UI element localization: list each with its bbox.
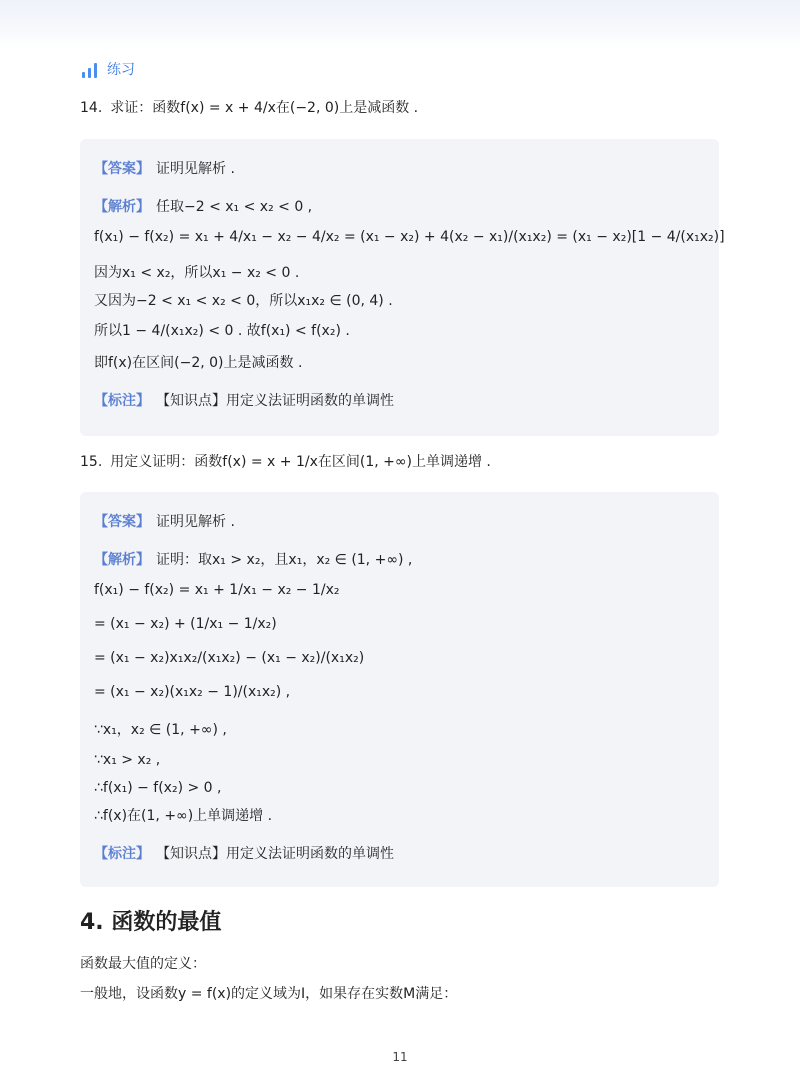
solution-box-15 — [80, 492, 719, 887]
analysis-tag: 【解析】 — [94, 552, 150, 568]
analysis-line: f(x₁) − f(x₂) = x₁ + 1/x₁ − x₂ − 1/x₂ — [94, 582, 340, 598]
analysis-line: 又因为−2 < x₁ < x₂ < 0，所以x₁x₂ ∈ (0, 4) . — [94, 293, 393, 309]
question-text: 求证：函数f(x) = x + 4/x在(−2, 0)上是减函数 . — [110, 100, 419, 116]
analysis-tag: 【解析】 — [94, 199, 150, 215]
analysis-line: ∴f(x₁) − f(x₂) > 0 , — [94, 780, 222, 796]
paragraph: 函数最大值的定义： — [80, 956, 206, 972]
analysis-line: f(x₁) − f(x₂) = x₁ + 4/x₁ − x₂ − 4/x₂ = (x₁ − x₂) + 4(x₂ − x₁)/(x₁x₂) = (x₁ − x₂)[1 − 4/(x₁x₂)] — [94, 229, 725, 245]
analysis-line: = (x₁ − x₂)x₁x₂/(x₁x₂) − (x₁ − x₂)/(x₁x₂) — [94, 650, 365, 666]
paragraph: 一般地，设函数y = f(x)的定义域为I，如果存在实数M满足： — [80, 986, 458, 1002]
section-header — [82, 62, 135, 78]
analysis-line: ∵x₁ > x₂ , — [94, 752, 161, 768]
top-banner — [0, 0, 800, 48]
page-number: 11 — [392, 1050, 408, 1064]
analysis-line: = (x₁ − x₂) + (1/x₁ − 1/x₂) — [94, 616, 277, 632]
analysis-line: 即f(x)在区间(−2, 0)上是减函数 . — [94, 355, 303, 371]
answer-tag: 【答案】 — [94, 514, 150, 530]
bar-chart-icon — [82, 62, 97, 78]
note-text: 【知识点】用定义法证明函数的单调性 — [156, 393, 394, 409]
question-14 — [80, 98, 418, 118]
solution-box-14 — [80, 139, 725, 436]
analysis-line: = (x₁ − x₂)(x₁x₂ − 1)/(x₁x₂) , — [94, 684, 291, 700]
note-tag: 【标注】 — [94, 393, 150, 409]
analysis-line: 证明：取x₁ > x₂，且x₁，x₂ ∈ (1, +∞) , — [156, 552, 413, 568]
analysis-line: 任取−2 < x₁ < x₂ < 0 , — [156, 199, 313, 215]
answer-text: 证明见解析 . — [156, 514, 235, 530]
analysis-line: 因为x₁ < x₂，所以x₁ − x₂ < 0 . — [94, 265, 300, 281]
question-number: 15. — [80, 454, 103, 470]
question-text: 用定义证明：函数f(x) = x + 1/x在区间(1, +∞)上单调递增 . — [110, 454, 491, 470]
analysis-line: 所以1 − 4/(x₁x₂) < 0 . 故f(x₁) < f(x₂) . — [94, 323, 350, 339]
note-text: 【知识点】用定义法证明函数的单调性 — [156, 846, 394, 862]
note-tag: 【标注】 — [94, 846, 150, 862]
analysis-line: ∴f(x)在(1, +∞)上单调递增 . — [94, 808, 273, 824]
answer-text: 证明见解析 . — [156, 161, 235, 177]
section-heading: 4. 函数的最值 — [80, 910, 222, 935]
answer-tag: 【答案】 — [94, 161, 150, 177]
question-number: 14. — [80, 100, 103, 116]
question-15 — [80, 452, 491, 472]
section-label: 练习 — [107, 62, 135, 78]
analysis-line: ∵x₁，x₂ ∈ (1, +∞) , — [94, 722, 227, 738]
